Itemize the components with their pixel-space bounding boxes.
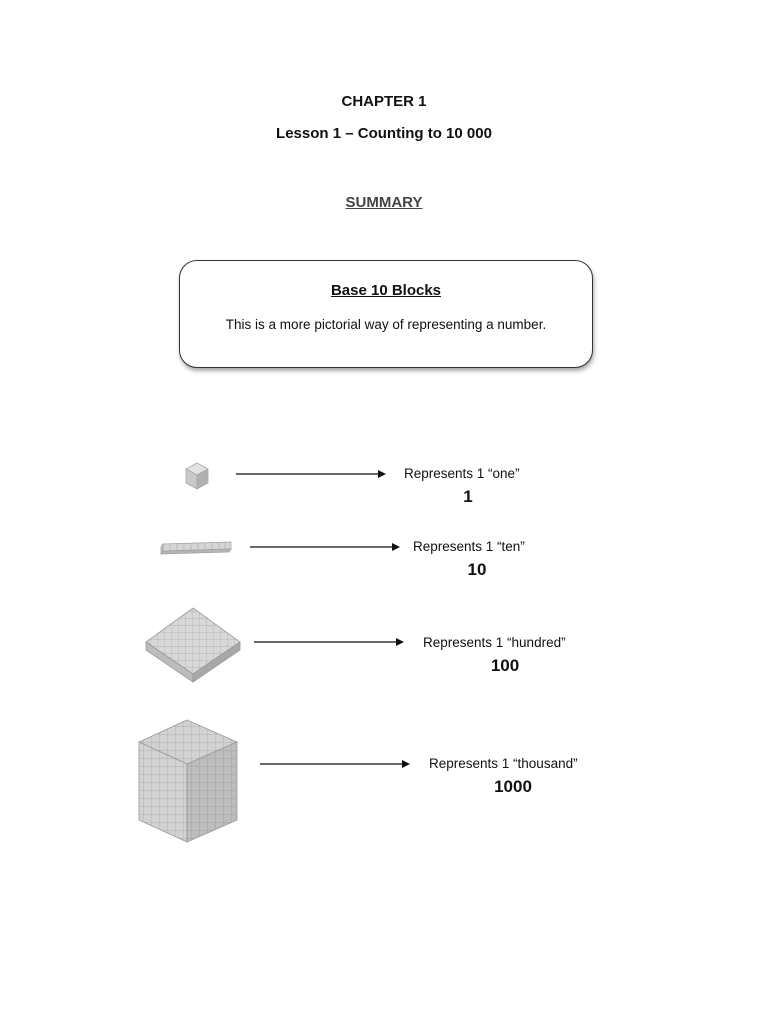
chapter-heading: CHAPTER 1 [341,93,427,110]
arrow-icon [254,637,404,647]
info-box [179,260,593,368]
info-box-text: This is a more pictorial way of representing a number. [225,317,547,332]
block-label-one: Represents 1 “one” [404,466,520,481]
lesson-title: Lesson 1 – Counting to 10 000 [276,125,492,142]
block-value-ten: 10 [467,560,487,579]
block-value-thousand: 1000 [494,777,532,796]
unit-cube-icon [183,461,211,491]
block-value-hundred: 100 [490,656,520,675]
block-value-one: 1 [463,487,473,506]
thousand-cube-icon [135,718,241,844]
arrow-icon [260,759,410,769]
summary-heading: SUMMARY [345,194,423,211]
block-label-thousand: Represents 1 “thousand” [429,756,578,771]
arrow-icon [250,542,400,552]
info-box-title: Base 10 Blocks [330,282,442,299]
block-label-ten: Represents 1 “ten” [413,539,525,554]
arrow-icon [236,469,386,479]
ten-rod-icon [159,541,233,557]
hundred-flat-icon [143,604,243,686]
block-label-hundred: Represents 1 “hundred” [423,635,566,650]
